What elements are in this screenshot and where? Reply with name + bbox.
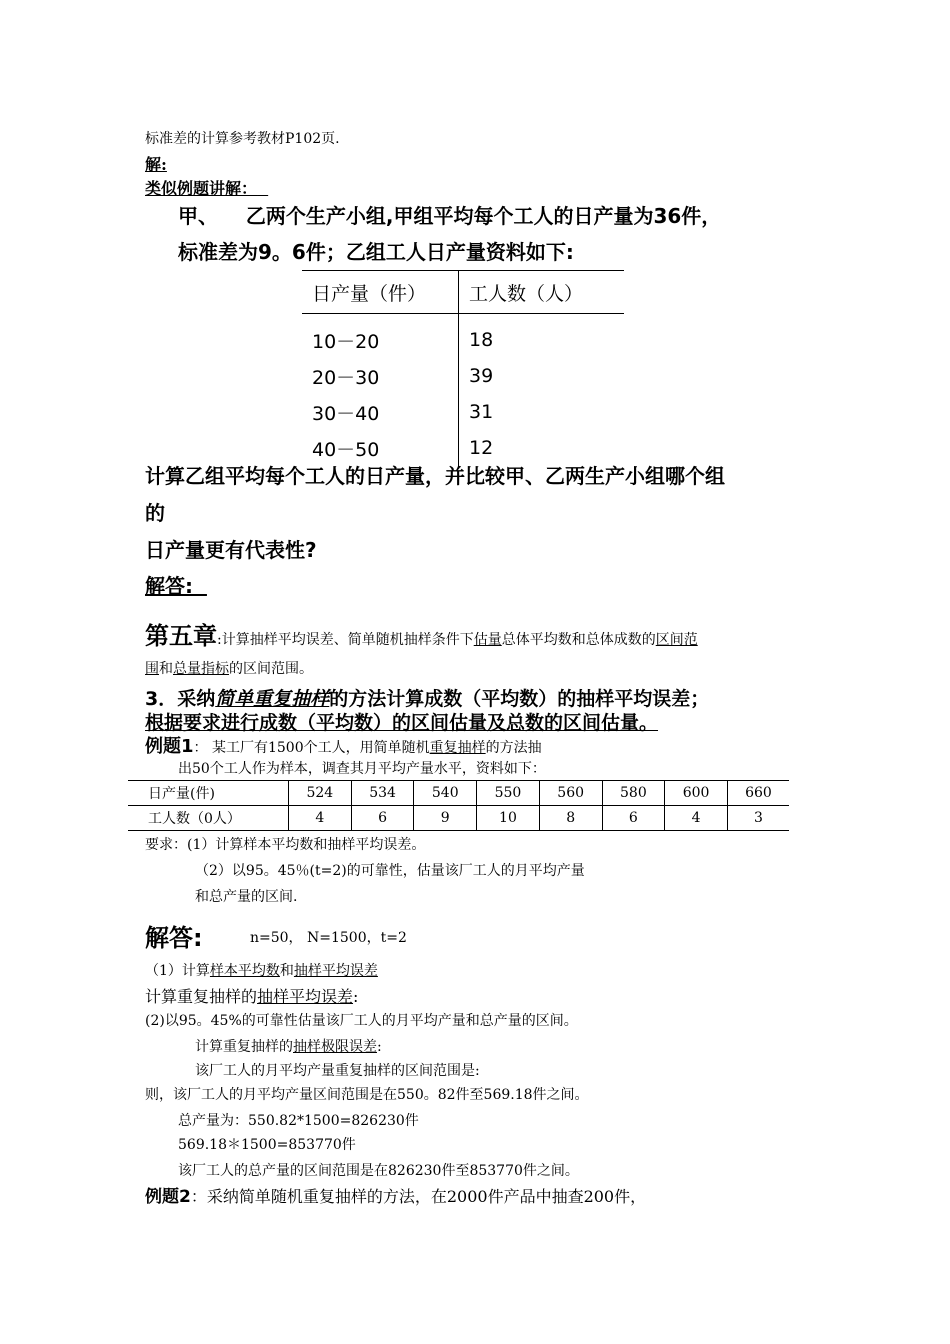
table-cell: 10	[477, 806, 540, 831]
example-1-line-1: 例题1： 某工厂有1500个工人，用简单随机重复抽样的方法抽	[145, 736, 542, 757]
table-header-cell: 日产量（件）	[302, 271, 459, 314]
table-cell: 660	[727, 781, 789, 806]
table-cell: 10－20	[302, 322, 459, 358]
answer-step-6: 则，该厂工人的月平均产量区间范围是在550。82件至569.18件之间。	[145, 1087, 589, 1103]
answer-parameters: n=50， N=1500，t=2	[250, 930, 407, 946]
table-cell: 18	[469, 329, 494, 351]
chapter-title: 第五章	[145, 622, 217, 650]
reference-note: 标准差的计算参考教材P102页.	[145, 131, 340, 147]
table-row	[302, 322, 624, 358]
problem-line-2: 标准差为9。6件；乙组工人日产量资料如下:	[178, 240, 574, 264]
table-cell: 534	[351, 781, 414, 806]
problem-line-1: 甲、 乙两个生产小组,甲组平均每个工人的日产量为36件，	[178, 204, 722, 228]
section-3-line-2: 根据要求进行成数（平均数）的区间估量及总数的区间估量。	[145, 712, 659, 734]
example-1-line-2: 出50个工人作为样本，调查其月平均产量水平，资料如下：	[178, 761, 546, 777]
chapter-five-line: 第五章:计算抽样平均误差、简单随机抽样条件下估量总体平均数和总体成数的区间范	[145, 622, 698, 650]
answer-step-3: (2)以95。45%的可靠性估量该厂工人的月平均产量和总产量的区间。	[145, 1013, 578, 1029]
table-cell: 39	[469, 365, 494, 387]
table-cell: 工人数（0人）	[128, 806, 289, 831]
table-header-cell: 工人数（人）	[459, 271, 625, 314]
table-cell: 日产量(件)	[128, 781, 289, 806]
table-row	[302, 394, 624, 430]
group-b-output-table	[302, 270, 624, 466]
requirement-1: 要求：(1）计算样本平均数和抽样平均误差。	[145, 837, 426, 853]
table-cell: 40－50	[302, 430, 459, 466]
answer-step-1: （1）计算样本平均数和抽样平均误差	[145, 963, 378, 979]
table-cell: 6	[351, 806, 414, 831]
table-cell: 4	[289, 806, 352, 831]
answer-label: 解答:	[145, 924, 203, 952]
example-heading: 类似例题讲解：	[145, 179, 258, 198]
table-cell: 4	[665, 806, 728, 831]
table-row	[302, 358, 624, 394]
table-row	[128, 806, 789, 831]
answer-step-4: 计算重复抽样的抽样极限误差:	[195, 1039, 382, 1055]
chapter-five-line-2: 围和总量指标的区间范围。	[145, 661, 313, 677]
table-cell: 12	[469, 437, 494, 459]
answer-step-7: 总产量为：550.82*1500=826230件	[178, 1113, 419, 1129]
table-cell: 8	[539, 806, 602, 831]
table-cell: 524	[289, 781, 352, 806]
question-line-3: 日产量更有代表性?	[145, 538, 317, 562]
answer-step-5: 该厂工人的月平均产量重复抽样的区间范围是:	[195, 1063, 480, 1079]
example-2-line: 例题2：采纳简单随机重复抽样的方法，在2000件产品中抽查200件，	[145, 1187, 647, 1207]
question-line-1: 计算乙组平均每个工人的日产量，并比较甲、乙两生产小组哪个组	[145, 464, 725, 488]
requirement-3: 和总产量的区间.	[195, 889, 298, 905]
table-cell: 20－30	[302, 358, 459, 394]
table-cell: 6	[602, 806, 665, 831]
table-cell: 30－40	[302, 394, 459, 430]
requirement-2: （2）以95。45％(t=2)的可靠性，估量该厂工人的月平均产量	[195, 863, 585, 879]
table-cell: 3	[727, 806, 789, 831]
table-cell: 550	[477, 781, 540, 806]
table-header-row	[302, 271, 624, 314]
answer-heading: 解答:	[145, 574, 193, 598]
answer-step-8: 569.18＊1500=853770件	[178, 1137, 356, 1153]
answer-step-9: 该厂工人的总产量的区间范围是在826230件至853770件之间。	[178, 1163, 579, 1179]
solution-label: 解:	[145, 155, 167, 174]
table-cell: 9	[414, 806, 477, 831]
table-cell: 600	[665, 781, 728, 806]
section-3-line-1: 3．采纳简单重复抽样的方法计算成数（平均数）的抽样平均误差；	[145, 688, 710, 710]
table-cell: 560	[539, 781, 602, 806]
question-line-2: 的	[145, 501, 165, 525]
table-cell: 580	[602, 781, 665, 806]
table-row	[128, 781, 789, 806]
answer-step-2: 计算重复抽样的抽样平均误差:	[145, 987, 359, 1006]
table-cell: 31	[469, 401, 494, 423]
monthly-output-table	[128, 780, 789, 831]
table-cell: 540	[414, 781, 477, 806]
